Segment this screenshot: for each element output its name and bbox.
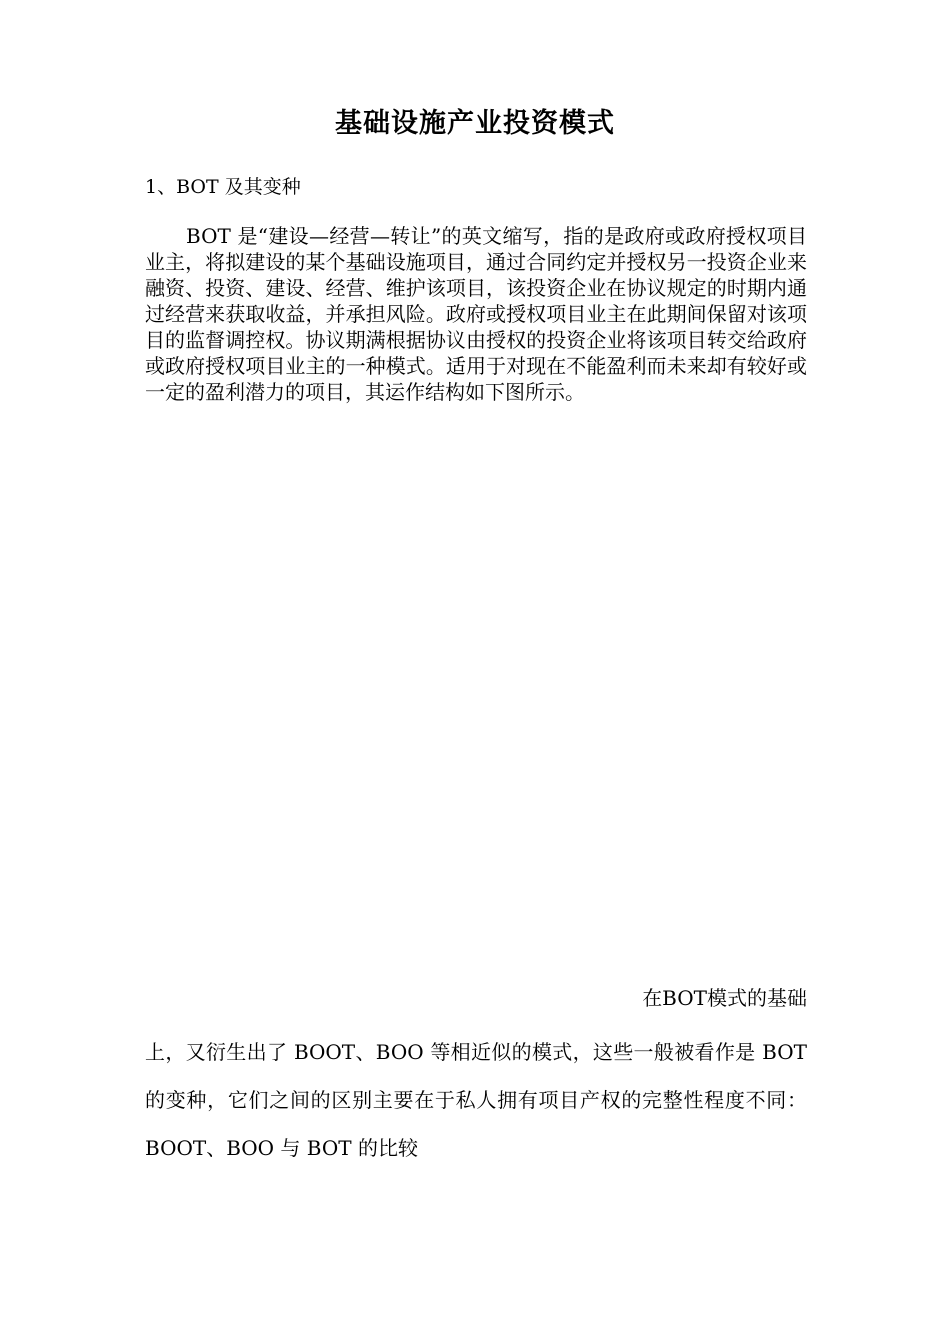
paragraph-bot-variants [145, 980, 807, 1172]
figure-area-blank [145, 470, 807, 960]
paragraph-variants-body: 上，又衍生出了 BOOT、BOO 等相近似的模式，这些一般被看作是 BOT 的变种，它们之间的区别主要在于私人拥有项目产权的完整性程度不同：BOOT、BOO 与 BOT 的比较 [145, 1040, 807, 1160]
document-title: 基础设施产业投资模式 [335, 108, 615, 139]
paragraph-variants-first-line: 在BOT模式的基础 [642, 986, 807, 1010]
section-heading: 1、BOT 及其变种 [145, 176, 301, 198]
paragraph-bot-definition: BOT 是“建设—经营—转让”的英文缩写，指的是政府或政府授权项目业主，将拟建设的某个基础设施项目，通过合同约定并授权另一投资企业来融资、投资、建设、经营、维护该项目，该投资企业在协议规定的时期内通过经营来获取收益，并承担风险。政府或授权项目业主在此期间保留对该项目的监督调控权。协议期满根据协议由授权的投资企业将该项目转交给政府或政府授权项目业主的一种模式。适用于对现在不能盈利而未来却有较好或一定的盈利潜力的项目，其运作结构如下图所示。 [145, 224, 807, 404]
